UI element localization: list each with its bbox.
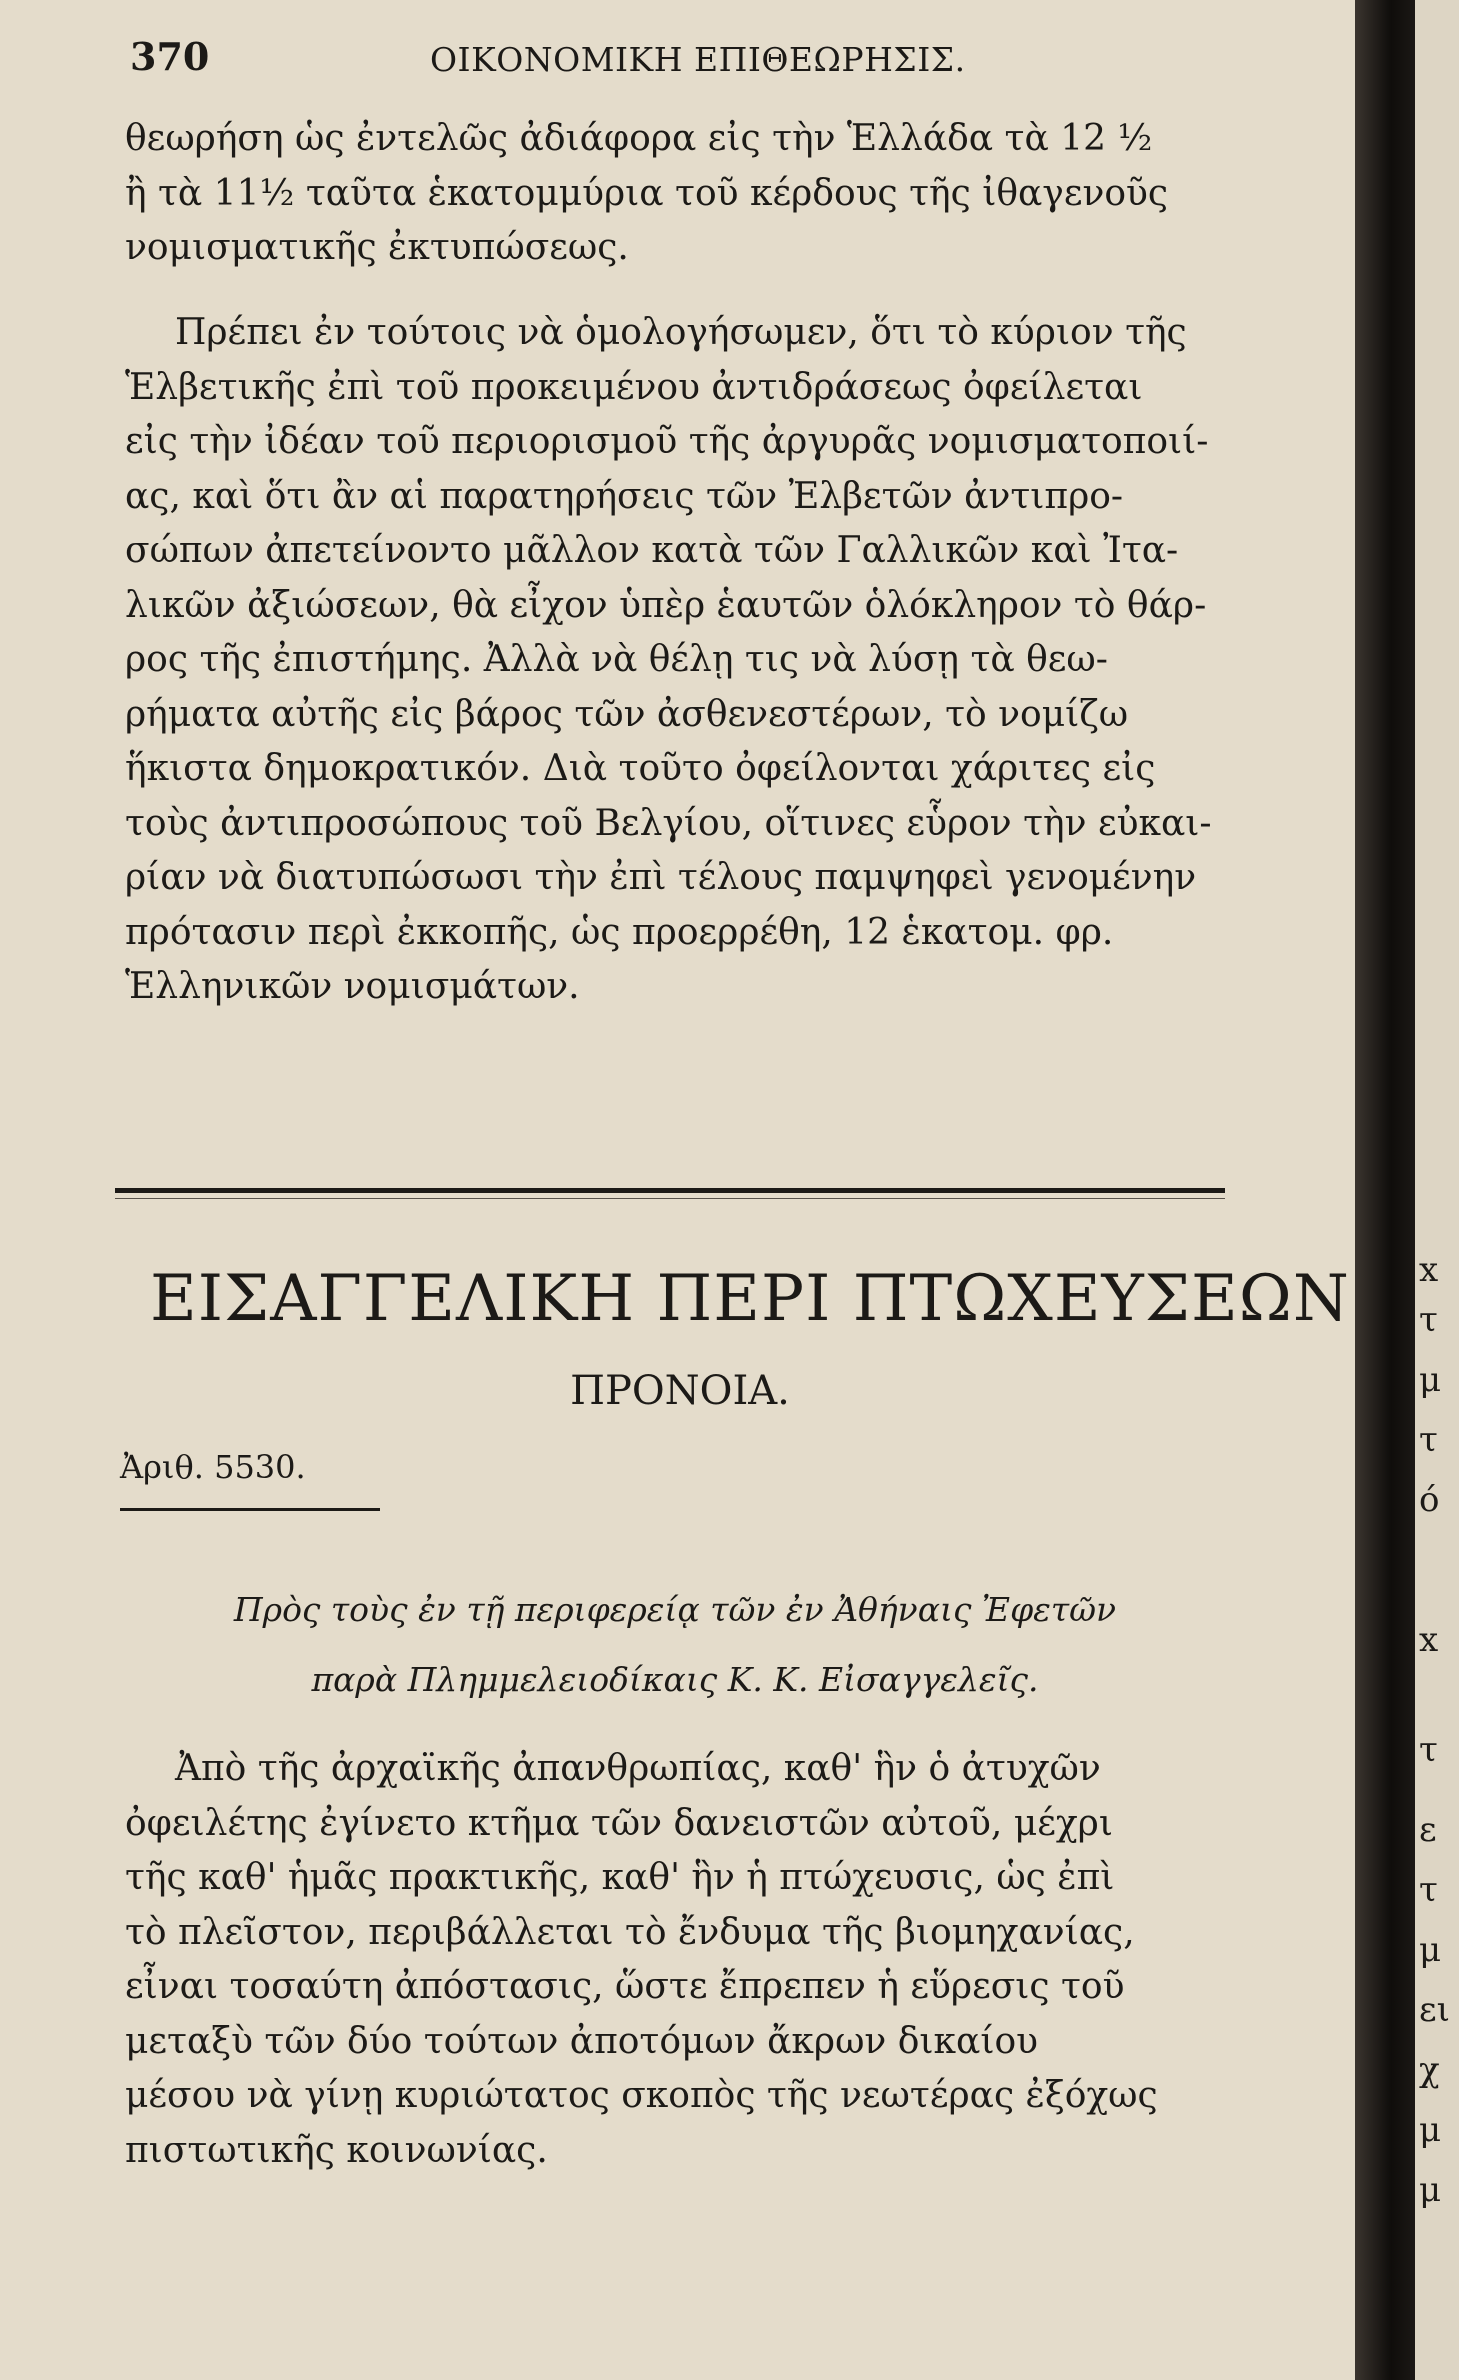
journal-title: ΟΙΚΟΝΟΜΙΚΗ ΕΠΙΘΕΩΡΗΣΙΣ. [430,40,966,79]
section-title: ΕΙΣΑΓΓΕΛΙΚΗ ΠΕΡΙ ΠΤΩΧΕΥΣΕΩΝ [150,1262,1350,1336]
text-line: μέσου νὰ γίνῃ κυριώτατος σκοπὸς τῆς νεωτέρας ἐξόχως [125,2075,1158,2116]
edge-glyph: τ [1419,1300,1438,1340]
section-subtitle: ΠΡΟΝΟΙΑ. [570,1368,790,1414]
short-divider [120,1508,380,1511]
text-line: μεταξὺ τῶν δύο τούτων ἀποτόμων ἄκρων δικαίου [125,2020,1039,2062]
text-line: ὀφειλέτης ἐγίνετο κτῆμα τῶν δανειστῶν αὐτοῦ, μέχρι [125,1802,1113,1844]
text-line: τῆς καθ' ἡμᾶς πρακτικῆς, καθ' ἣν ἡ πτώχευσις, ὡς ἐπὶ [125,1857,1115,1898]
book-gutter [1355,0,1415,2380]
top-paragraph-1 [125,112,1255,276]
text-line: ρίαν νὰ διατυπώσωσι τὴν ἐπὶ τέλους παμψηφεὶ γενομένην [125,857,1197,898]
text-line: ἢ τὰ 11½ ταῦτα ἑκατομμύρια τοῦ κέρδους τῆς ἰθαγενοῦς [125,172,1169,214]
adjacent-page-edge [1415,0,1459,2380]
text-line: τὸ πλεῖστον, περιβάλλεται τὸ ἔνδυμα τῆς βιομηχανίας, [125,1911,1135,1953]
edge-glyph: ό [1419,1480,1440,1520]
text-line: Ἑλβετικῆς ἐπὶ τοῦ προκειμένου ἀντιδράσεως ὀφείλεται [125,366,1143,408]
edge-glyph: τ [1419,1420,1438,1460]
edge-glyph: μ [1419,1360,1442,1400]
text-line: Ἀπὸ τῆς ἀρχαϊκῆς ἀπανθρωπίας, καθ' ἣν ὁ ἀτυχῶν [175,1748,1101,1789]
text-line: Ἑλληνικῶν νομισμάτων. [125,966,580,1007]
section-divider-thick [115,1188,1225,1193]
text-line: θεωρήση ὡς ἐντελῶς ἀδιάφορα εἰς τὴν Ἑλλάδα τὰ 12 ½ [125,118,1153,159]
edge-glyph: χ [1419,2050,1440,2090]
edge-glyph: μ [1419,2170,1442,2210]
address-line-1: Πρὸς τοὺς ἐν τῇ περιφερείᾳ τῶν ἐν Ἀθήναις Ἐφετῶν [233,1590,1117,1629]
top-paragraph-2 [125,306,1255,1015]
bottom-paragraph [125,1742,1255,2178]
edge-glyph: μ [1419,2110,1442,2150]
text-line: νομισματικῆς ἐκτυπώσεως. [125,227,629,268]
address-line-2: παρὰ Πλημμελειοδίκαις Κ. Κ. Εἰσαγγελεῖς. [311,1660,1039,1699]
edge-glyph: ει [1419,1990,1450,2030]
text-line: εἰς τὴν ἰδέαν τοῦ περιορισμοῦ τῆς ἀργυρᾶς νομισματοποιί- [125,421,1209,462]
edge-glyph: x [1419,1250,1439,1290]
edge-glyph: μ [1419,1930,1442,1970]
edge-glyph: x [1419,1620,1439,1660]
text-line: λικῶν ἀξιώσεων, θὰ εἶχον ὑπὲρ ἑαυτῶν ὁλόκληρον τὸ θάρ- [125,584,1207,626]
edge-glyph: τ [1419,1730,1438,1770]
text-line: εἶναι τοσαύτη ἀπόστασις, ὥστε ἔπρεπεν ἡ εὕρεσις τοῦ [125,1966,1125,2007]
text-line: ας, καὶ ὅτι ἂν αἱ παρατηρήσεις τῶν Ἐλβετῶν ἀντιπρο- [125,475,1124,517]
text-line: Πρέπει ἐν τούτοις νὰ ὁμολογήσωμεν, ὅτι τὸ κύριον τῆς [175,312,1187,353]
reference-number: Ἀριθ. 5530. [120,1448,306,1486]
text-line: ρήματα αὐτῆς εἰς βάρος τῶν ἀσθενεστέρων, τὸ νομίζω [125,693,1129,735]
page-number: 370 [130,34,210,79]
text-line: πρότασιν περὶ ἐκκοπῆς, ὡς προερρέθη, 12 ἑκατομ. φρ. [125,911,1114,953]
text-line: ρος τῆς ἐπιστήμης. Ἀλλὰ νὰ θέλῃ τις νὰ λύσῃ τὰ θεω- [125,639,1108,680]
text-line: τοὺς ἀντιπροσώπους τοῦ Βελγίου, οἵτινες εὗρον τὴν εὐκαι- [125,802,1212,844]
section-divider-thin [115,1198,1225,1199]
edge-glyph: τ [1419,1870,1438,1910]
text-line: ἥκιστα δημοκρατικόν. Διὰ τοῦτο ὀφείλονται χάριτες εἰς [125,748,1156,789]
running-head [120,28,1260,88]
text-line: σώπων ἀπετείνοντο μᾶλλον κατὰ τῶν Γαλλικῶν καὶ Ἰτα- [125,530,1179,571]
edge-glyph: ε [1419,1810,1437,1850]
text-line: πιστωτικῆς κοινωνίας. [125,2129,548,2171]
